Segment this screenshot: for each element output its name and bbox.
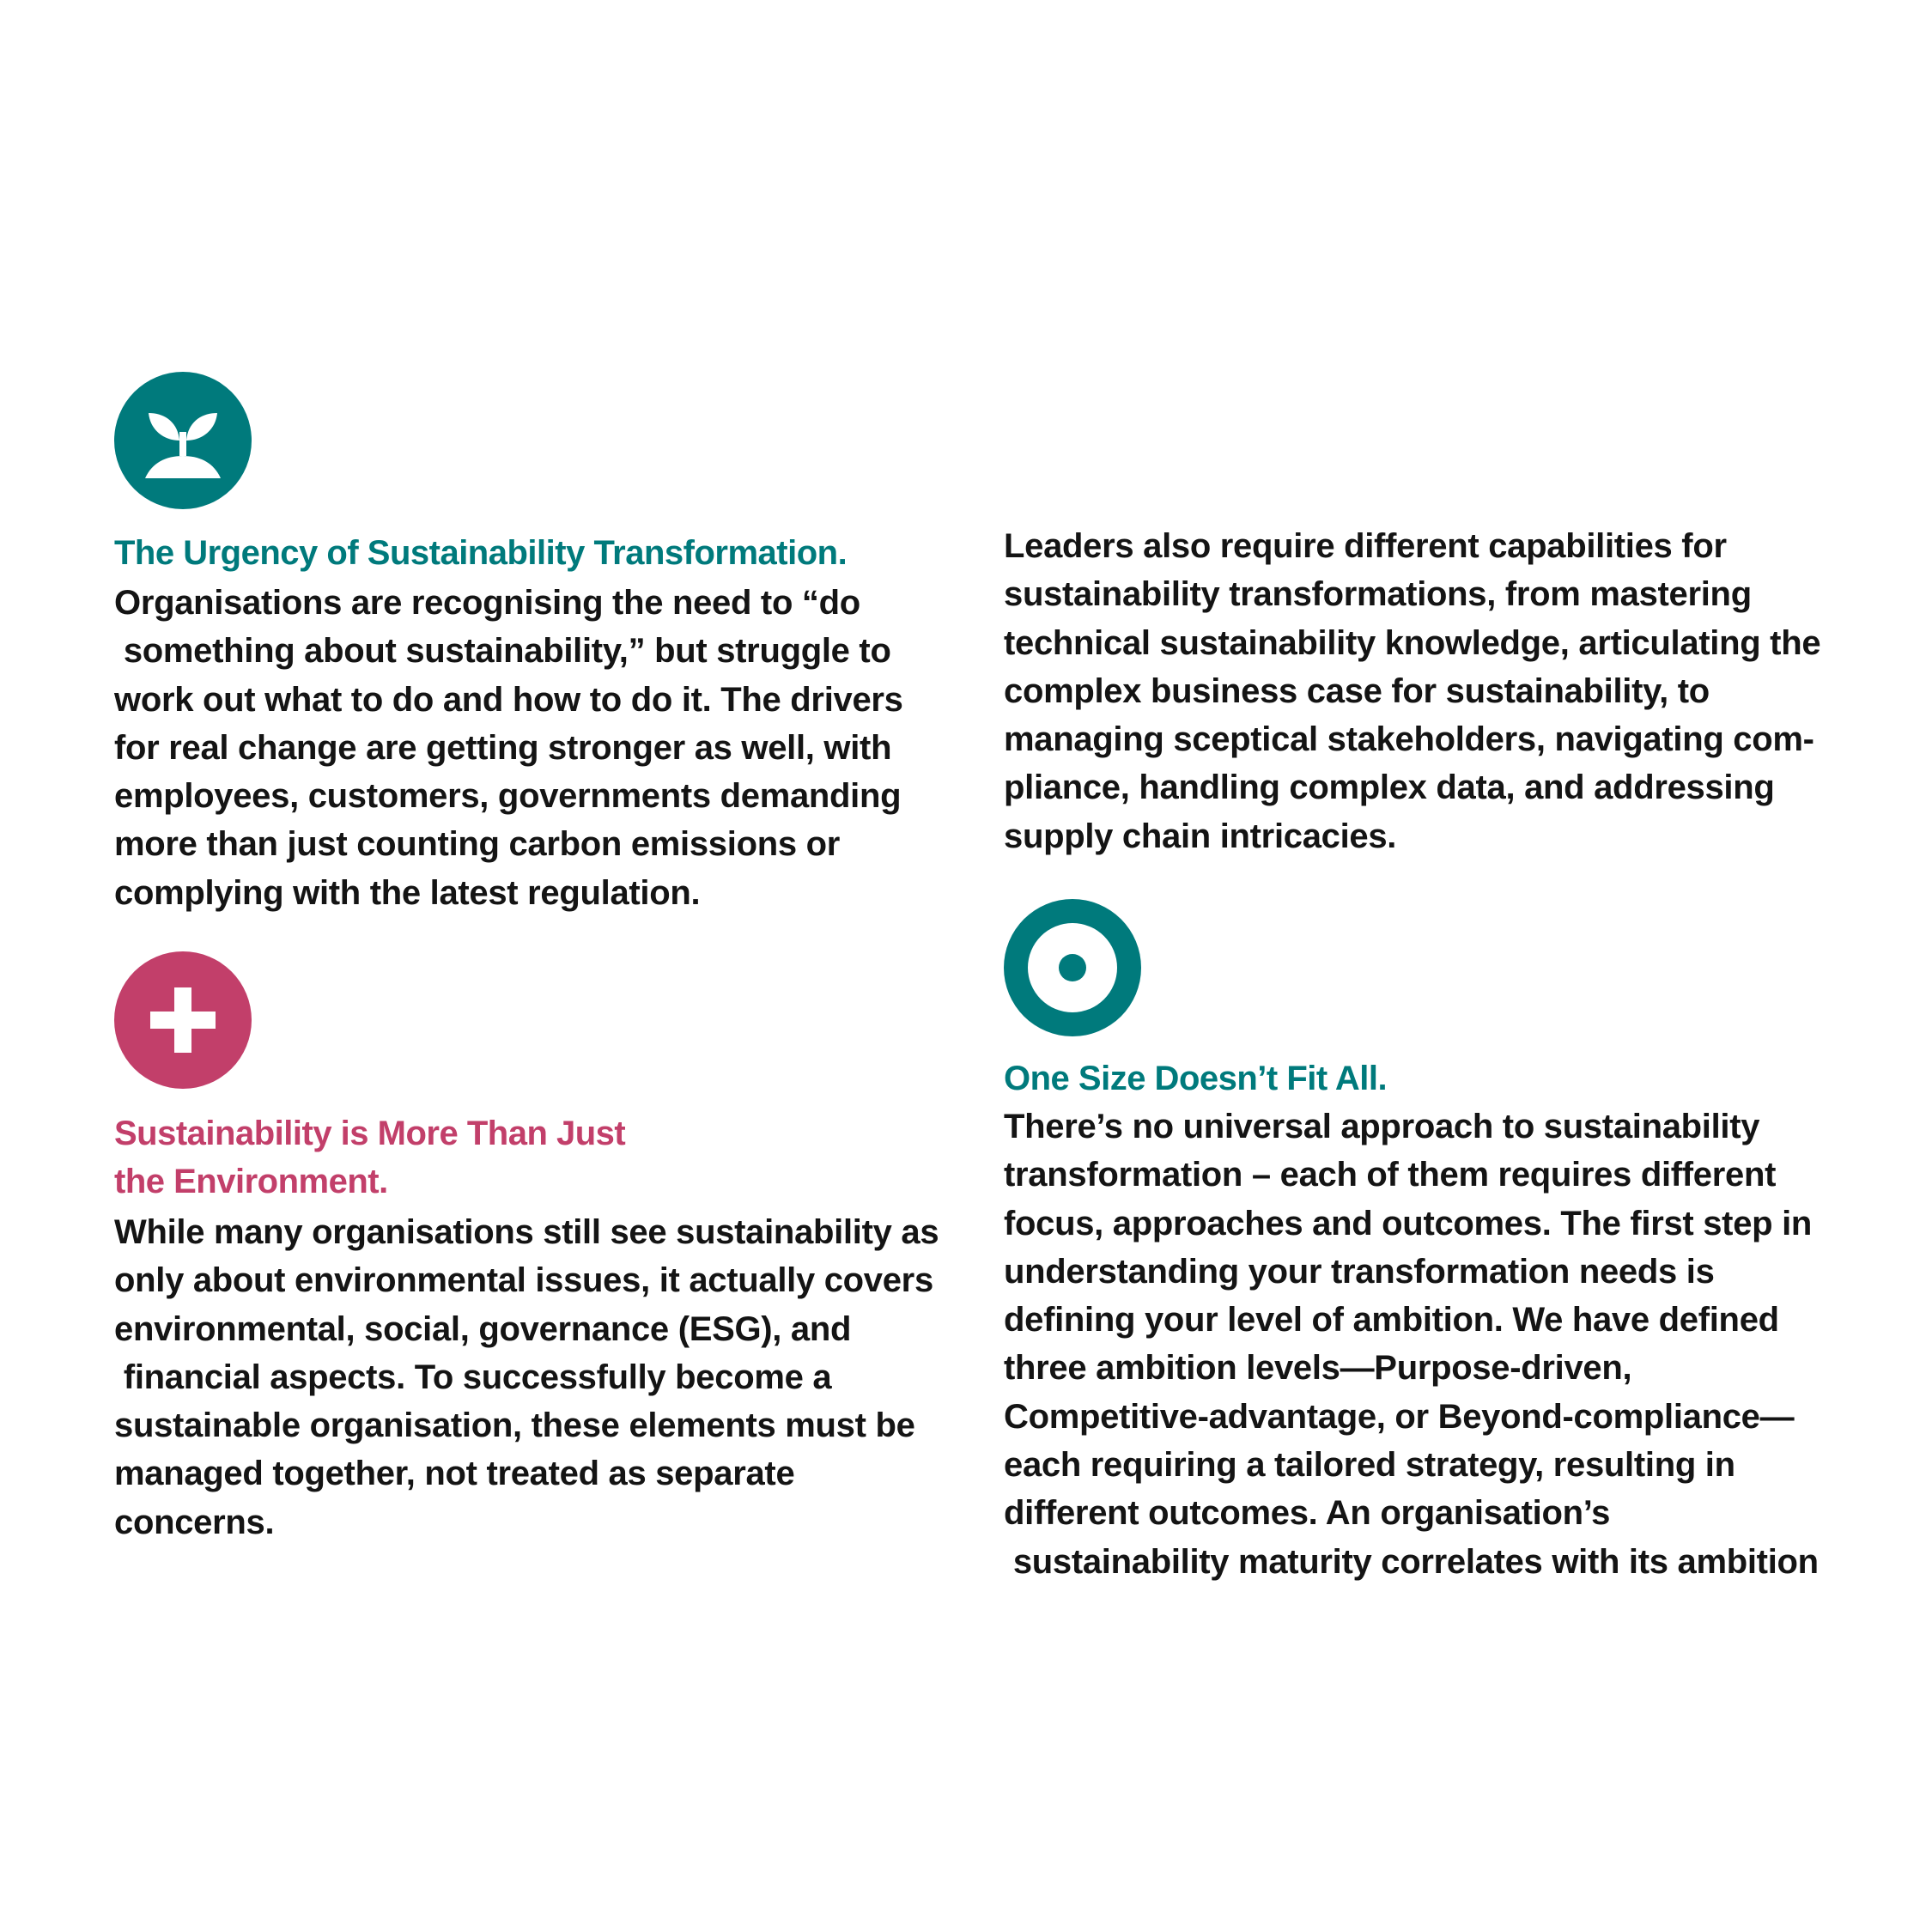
sprout-icon — [114, 372, 252, 509]
environment-line: environmental, social, governance (ESG), and — [114, 1309, 852, 1348]
environment-line: sustainable organisation, these elements must be — [114, 1406, 915, 1445]
leaders-line: managing sceptical stakeholders, navigating com- — [1004, 720, 1814, 759]
environment-line: While many organisations still see sustainability as — [114, 1213, 939, 1251]
one-size-line: There’s no universal approach to sustainability — [1004, 1108, 1760, 1145]
environment-line: managed together, not treated as separate — [114, 1455, 795, 1493]
one-size-line: focus, approaches and outcomes. The first step in — [1004, 1204, 1813, 1242]
environment-line: only about environmental issues, it actually covers — [114, 1261, 933, 1300]
one-size-line: three ambition levels—Purpose-driven, — [1004, 1349, 1632, 1388]
urgency-body — [114, 579, 903, 917]
leaders-line: sustainability transformations, from mastering — [1004, 575, 1752, 614]
leaders-line: supply chain intricacies. — [1004, 817, 1397, 855]
urgency-line: Organisations are recognising the need to “do — [114, 584, 860, 622]
urgency-line: for real change are getting stronger as well, with — [114, 728, 892, 767]
environment-heading-line: Sustainability is More Than Just — [114, 1115, 626, 1152]
leaders-line: pliance, handling complex data, and addressing — [1004, 769, 1775, 807]
plus-icon — [114, 951, 252, 1089]
urgency-line: something about sustainability,” but struggle to — [114, 632, 891, 671]
one-size-line: sustainability maturity correlates with its ambition — [1004, 1542, 1819, 1581]
one-size-heading: One Size Doesn’t Fit All. — [1004, 1060, 1388, 1097]
environment-body — [114, 1208, 939, 1546]
leaders-body — [1004, 522, 1820, 860]
leaders-line: complex business case for sustainability, to — [1004, 671, 1710, 710]
target-icon — [1004, 899, 1141, 1036]
leaders-line: technical sustainability knowledge, articulating the — [1004, 623, 1821, 662]
environment-line: concerns. — [114, 1503, 275, 1541]
urgency-line: complying with the latest regulation. — [114, 873, 701, 912]
one-size-line: defining your level of ambition. We have defined — [1004, 1301, 1779, 1340]
one-size-line: different outcomes. An organisation’s — [1004, 1494, 1611, 1533]
one-size-line: transformation – each of them requires different — [1004, 1156, 1777, 1194]
one-size-line: each requiring a tailored strategy, resulting in — [1004, 1446, 1735, 1485]
leaders-line: Leaders also require different capabilities for — [1004, 527, 1727, 565]
one-size-body — [1004, 1103, 1819, 1586]
environment-line: financial aspects. To successfully become a — [114, 1358, 832, 1396]
one-size-line: Competitive-advantage, or Beyond-compliance— — [1004, 1397, 1795, 1436]
urgency-line: employees, customers, governments demanding — [114, 777, 902, 816]
one-size-line: understanding your transformation needs is — [1004, 1252, 1715, 1291]
urgency-line: more than just counting carbon emissions or — [114, 825, 840, 864]
urgency-heading: The Urgency of Sustainability Transformation. — [114, 534, 848, 572]
environment-heading-line: the Environment. — [114, 1163, 388, 1200]
urgency-line: work out what to do and how to do it. The drivers — [114, 680, 903, 719]
environment-heading — [114, 1109, 625, 1206]
